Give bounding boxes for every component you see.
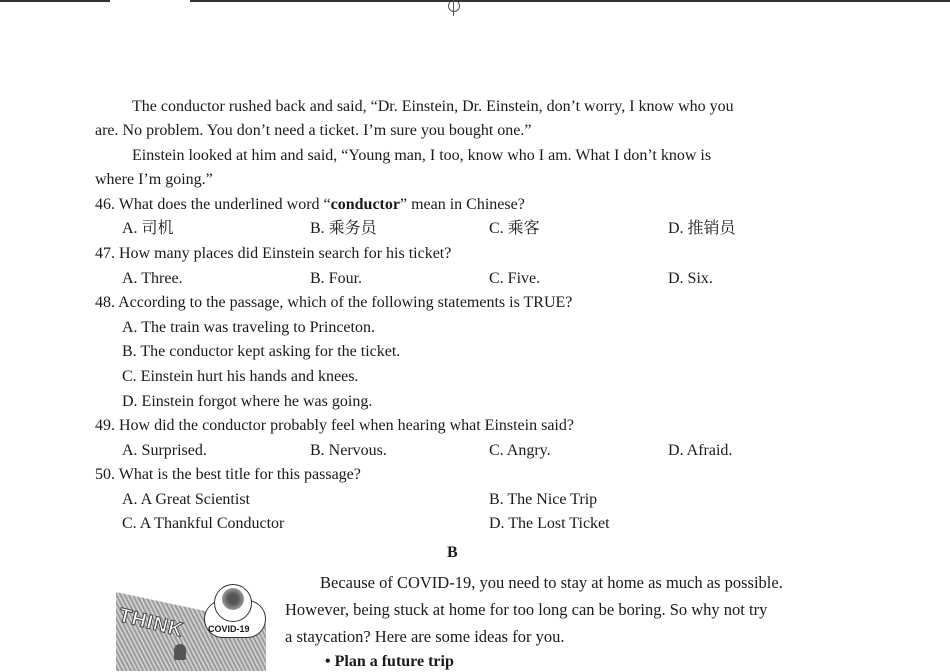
option-b[interactable]: B. 乘务员: [310, 220, 377, 237]
registration-mark-icon: [447, 0, 461, 16]
option-b[interactable]: B. Four.: [310, 270, 363, 287]
passage-line: The conductor rushed back and said, “Dr. Einstein, Dr. Einstein, don’t worry, I know who you: [132, 98, 734, 115]
option-a[interactable]: A. The train was traveling to Princeton.: [122, 319, 375, 336]
passage-line: where I’m going.”: [95, 171, 213, 188]
option-c[interactable]: C. Einstein hurt his hands and knees.: [122, 368, 359, 385]
option-d[interactable]: D. Six.: [668, 270, 713, 287]
passage-b-line: Because of COVID-19, you need to stay at home as much as possible.: [320, 573, 783, 592]
top-border-right: [190, 0, 950, 2]
stem-text: ” mean in Chinese?: [399, 196, 525, 213]
question-49-stem: 49. How did the conductor probably feel when hearing what Einstein said?: [95, 417, 574, 434]
staycation-illustration: [112, 578, 272, 671]
option-c[interactable]: C. 乘客: [489, 220, 540, 237]
cover-text: THINK: [116, 604, 186, 642]
stem-keyword: conductor: [330, 196, 400, 213]
option-b[interactable]: B. The conductor kept asking for the ticket.: [122, 343, 401, 360]
passage-b-line: a staycation? Here are some ideas for you.: [285, 627, 565, 646]
person-icon: [174, 644, 186, 660]
option-a[interactable]: A. Three.: [122, 270, 183, 287]
option-d[interactable]: D. The Lost Ticket: [489, 515, 610, 532]
option-a[interactable]: A. Surprised.: [122, 442, 207, 459]
option-d[interactable]: D. Afraid.: [668, 442, 733, 459]
virus-icon: [222, 588, 244, 610]
question-46-stem: [95, 195, 525, 215]
question-50-stem: 50. What is the best title for this passage?: [95, 466, 361, 483]
option-a[interactable]: A. A Great Scientist: [122, 491, 250, 508]
top-border-left: [0, 0, 110, 2]
option-d[interactable]: D. 推销员: [668, 220, 736, 237]
option-b[interactable]: B. Nervous.: [310, 442, 387, 459]
option-c[interactable]: C. Angry.: [489, 442, 551, 459]
cloud-label: COVID-19: [208, 624, 250, 634]
question-47-stem: 47. How many places did Einstein search for his ticket?: [95, 245, 452, 262]
question-48-stem: 48. According to the passage, which of the following statements is TRUE?: [95, 294, 573, 311]
passage-line: are. No problem. You don’t need a ticket. I’m sure you bought one.”: [95, 122, 532, 139]
option-a[interactable]: A. 司机: [122, 220, 174, 237]
passage-line: Einstein looked at him and said, “Young man, I too, know who I am. What I don’t know is: [132, 147, 712, 164]
virus-cloud-icon: [196, 582, 266, 640]
option-d[interactable]: D. Einstein forgot where he was going.: [122, 393, 373, 410]
option-b[interactable]: B. The Nice Trip: [489, 491, 598, 508]
passage-b-line: However, being stuck at home for too long can be boring. So why not try: [285, 600, 768, 619]
section-heading: B: [447, 544, 458, 561]
stem-text: 46. What does the underlined word “: [95, 196, 331, 213]
bullet-heading: • Plan a future trip: [325, 653, 454, 670]
option-c[interactable]: C. A Thankful Conductor: [122, 515, 285, 532]
option-c[interactable]: C. Five.: [489, 270, 541, 287]
